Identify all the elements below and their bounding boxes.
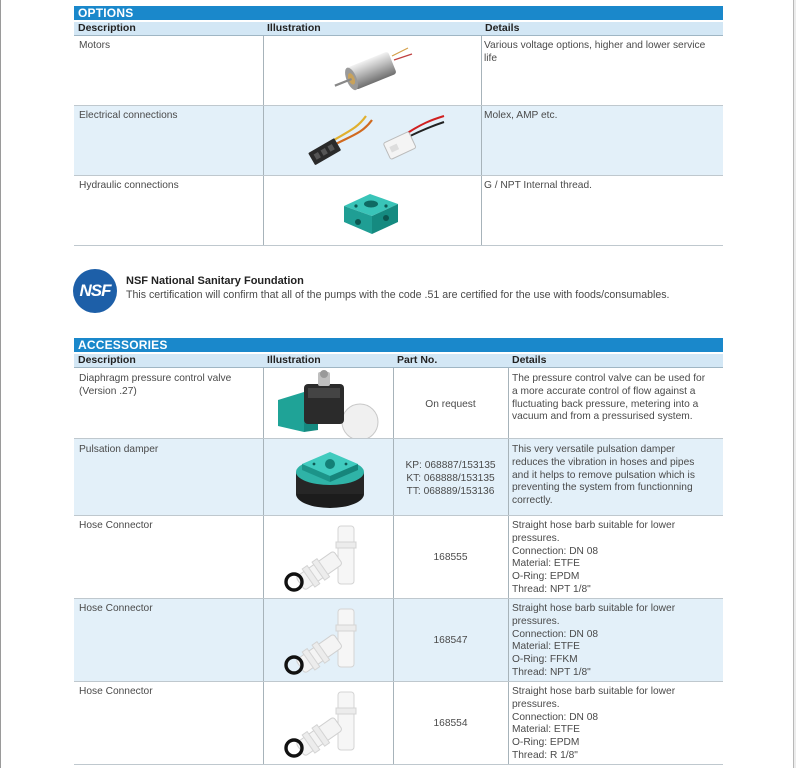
accessory-description: Pulsation damper — [79, 444, 159, 455]
nsf-logo: NSF — [73, 269, 117, 313]
accessory-part-no: 168547 — [433, 635, 468, 646]
accessories-header-part-no: Part No. — [397, 354, 438, 366]
accessories-header-description: Description — [78, 354, 136, 366]
accessories-section-title: ACCESSORIES — [74, 338, 723, 352]
accessory-details: The pressure control valve can be used for a more accurate control of flow against a fluctuating back pressure, metering into a vacuum and from a pressurised system. — [512, 373, 706, 423]
nsf-title: NSF National Sanitary Foundation — [126, 275, 304, 287]
accessory-details: Straight hose barb suitable for lower pressures. Connection: DN 08 Material: ETFE O-Ring: EPDM Thread: NPT 1/8" — [512, 520, 676, 595]
accessory-part-no: 168554 — [433, 718, 468, 729]
option-description: Motors — [79, 40, 111, 51]
accessories-table-header — [74, 354, 723, 368]
hose-connector-image — [280, 522, 376, 594]
hose-connector-image — [280, 688, 376, 760]
options-row-hydraulic — [74, 176, 723, 246]
accessory-part-no: KP: 068887/153135 KT: 068888/153135 TT: 068889/153136 — [405, 460, 496, 497]
accessory-row — [74, 599, 723, 682]
molex-connectors-image — [306, 112, 446, 172]
options-section-title: OPTIONS — [74, 6, 723, 20]
accessory-row — [74, 368, 723, 439]
option-details: G / NPT Internal thread. — [484, 180, 592, 191]
options-row-electrical — [74, 106, 723, 176]
accessory-description: Diaphragm pressure control valve (Version .27) — [79, 373, 232, 397]
option-details: Molex, AMP etc. — [484, 110, 558, 121]
options-table-header — [74, 22, 723, 36]
accessory-details: This very versatile pulsation damper reduces the vibration in hoses and pipes and it helps to remove pulsation which is preventing the system from functionning correctly. — [512, 444, 695, 507]
accessory-description: Hose Connector — [79, 603, 153, 614]
options-header-illustration: Illustration — [267, 22, 321, 34]
accessory-part-no: 168555 — [433, 552, 468, 563]
hose-connector-image — [280, 605, 376, 677]
accessory-row — [74, 682, 723, 765]
pressure-valve-image — [274, 370, 384, 438]
option-description: Electrical connections — [79, 110, 178, 121]
accessory-row — [74, 516, 723, 599]
accessories-header-illustration: Illustration — [267, 354, 321, 366]
accessory-description: Hose Connector — [79, 520, 153, 531]
options-row-motors — [74, 36, 723, 106]
option-details: Various voltage options, higher and lower service life — [484, 40, 706, 64]
page-edge — [0, 0, 1, 768]
accessory-part-no: On request — [425, 399, 476, 410]
pump-head-block-image — [336, 182, 406, 240]
pulsation-damper-image — [288, 442, 372, 512]
option-description: Hydraulic connections — [79, 180, 179, 191]
accessory-description: Hose Connector — [79, 686, 153, 697]
options-header-description: Description — [78, 22, 136, 34]
nsf-description: This certification will confirm that all of the pumps with the code .51 are certified for the use with foods/consumables. — [126, 289, 670, 301]
options-header-details: Details — [485, 22, 520, 34]
accessory-row — [74, 439, 723, 516]
dc-motor-image — [326, 44, 416, 98]
accessories-header-details: Details — [512, 354, 547, 366]
accessory-details: Straight hose barb suitable for lower pressures. Connection: DN 08 Material: ETFE O-Ring: FFKM Thread: NPT 1/8" — [512, 603, 676, 678]
accessory-details: Straight hose barb suitable for lower pressures. Connection: DN 08 Material: ETFE O-Ring: EPDM Thread: R 1/8" — [512, 686, 676, 761]
